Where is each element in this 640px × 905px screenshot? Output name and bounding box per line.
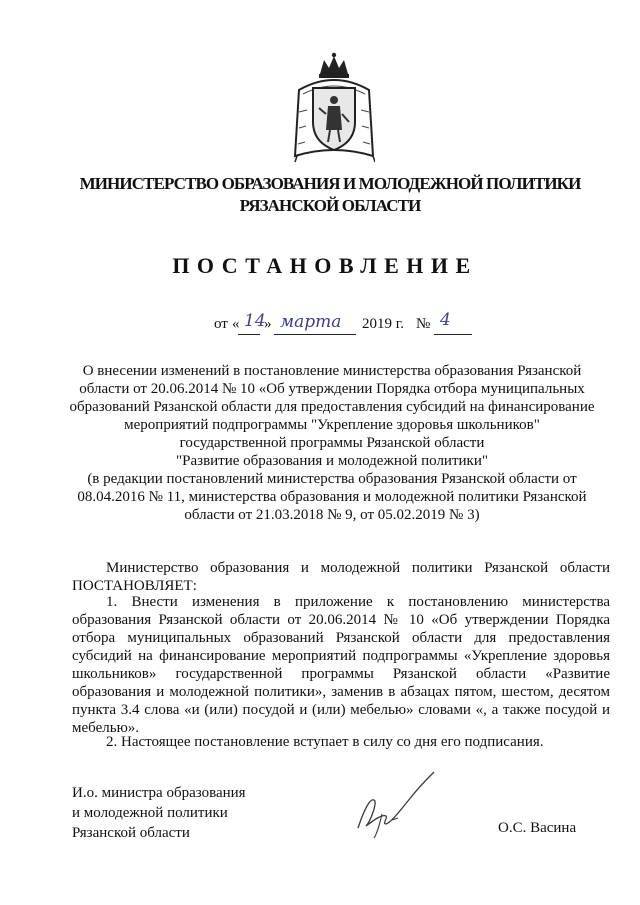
subject-line: области от 21.03.2018 № 9, от 05.02.2019 № 3) [184,507,480,523]
document-type-title: ПОСТАНОВЛЕНИЕ [172,253,478,278]
date-close-quote: » [264,316,272,332]
date-day-underline [238,334,260,335]
date-prefix: от [214,316,228,332]
document-dateline [214,310,534,342]
ministry-name-line1: МИНИСТЕРСТВО ОБРАЗОВАНИЯ И МОЛОДЕЖНОЙ ПОЛИТИКИ [79,174,581,193]
ministry-name-line2: РЯЗАНСКОЙ ОБЛАСТИ [239,196,421,215]
subject-line: 08.04.2016 № 11, министерства образования и молодежной политики Рязанской [77,489,587,505]
date-day-handwritten: 14 [244,311,266,331]
document-subject [62,362,602,524]
subject-line: государственной программы Рязанской области [179,435,485,451]
preamble-paragraph: Министерство образования и молодежной политики Рязанской области ПОСТАНОВЛЯЕТ: [72,560,610,594]
signatory-title [72,783,246,843]
number-sign: № [416,316,431,332]
subject-line: образований Рязанской области для предоставления субсидий на финансирование [69,399,595,415]
subject-line: "Развитие образования и молодежной политики" [176,453,488,469]
number-underline [434,334,472,335]
resolution-item-1: 1. Внести изменения в приложение к постановлению министерства образования Рязанской области от 20.06.2014 № 10 «Об утверждении Порядка отбора муниципальных образований Рязанской области для предоставления субсидий на финансирование мероприятий подпрограммы «Укрепление здоровья школьников» государственной программы Рязанской области «Развитие образования и молодежной политики», заменив в абзацах пятом, шестом, десятом пункта 3.4 слова «и (или) посудой и (или) мебелью» словами «, а также посудой и мебелью». [72,594,610,736]
document-number-handwritten: 4 [440,310,451,330]
coat-of-arms-emblem [293,52,375,164]
signatory-title-line: и молодежной политики [72,805,228,821]
resolution-item-2: 2. Настоящее постановление вступает в силу со дня его подписания. [106,734,544,750]
subject-line: О внесении изменений в постановление министерства образования Рязанской [82,363,582,379]
date-month-underline [274,334,356,335]
handwritten-signature [352,770,438,840]
subject-line: области от 20.06.2014 № 10 «Об утверждении Порядка отбора муниципальных [79,381,585,397]
subject-line: мероприятий подпрограммы "Укрепление здоровья школьников" [124,417,540,433]
date-year: 2019 г. [362,316,404,332]
signatory-title-line: И.о. министра образования [72,785,246,801]
date-month-handwritten: марта [280,312,342,332]
signatory-title-line: Рязанской области [72,825,190,841]
signatory-name: О.С. Васина [498,820,577,836]
subject-line: (в редакции постановлений министерства образования Рязанской области от [87,471,577,487]
date-open-quote: « [232,316,240,332]
